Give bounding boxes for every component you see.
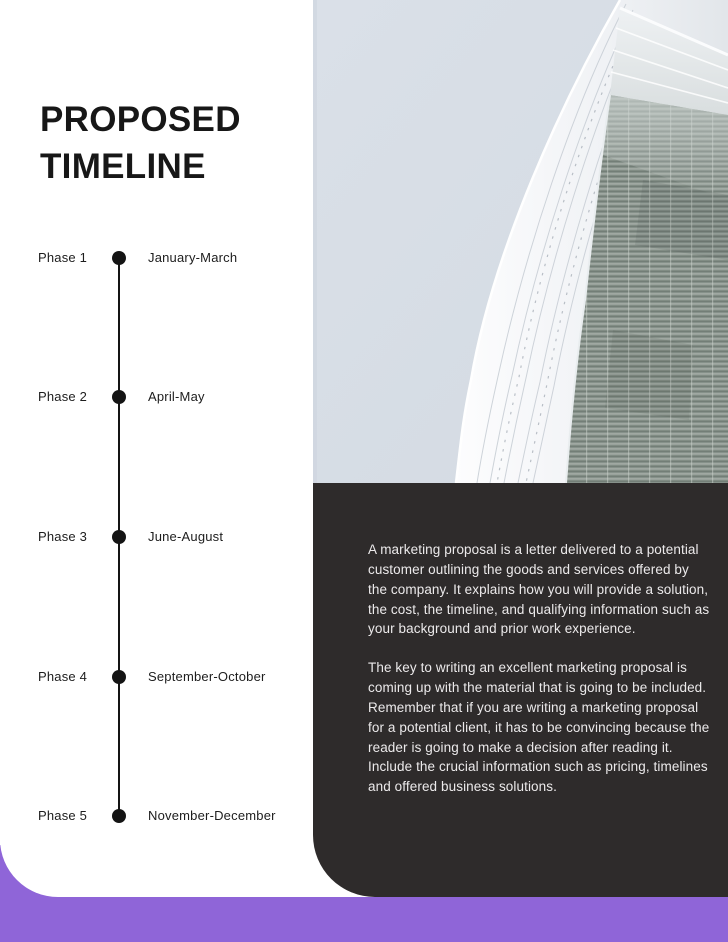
timeline-dot	[112, 809, 126, 823]
timeline-phase-row-5	[0, 806, 313, 826]
page-title-line-2: TIMELINE	[40, 147, 206, 186]
phase-label: Phase 1	[38, 250, 88, 265]
timeline-dot	[112, 251, 126, 265]
skyscraper-illustration	[313, 0, 728, 483]
info-paragraph-2: The key to writing an excellent marketing proposal is coming up with the material that is going to be included. Remember that if you are writing a marketing proposal for a potential client, it has to be convincing because the reader is going to make a decision after reading it. Include the crucial information such as pricing, timelines and offered business solutions.	[368, 660, 710, 795]
timeline-phase-row-4	[0, 667, 313, 687]
timeline-phase-row-2	[0, 387, 313, 407]
timeline	[0, 0, 313, 942]
phase-range: June-August	[148, 529, 224, 544]
timeline-dot	[112, 390, 126, 404]
timeline-phase-row-1	[0, 248, 313, 268]
phase-label: Phase 3	[38, 529, 88, 544]
phase-label: Phase 4	[38, 669, 88, 684]
building-photo	[313, 0, 728, 483]
timeline-dot	[112, 670, 126, 684]
phase-range: April-May	[148, 389, 205, 404]
phase-range: November-December	[148, 808, 276, 823]
phase-range: January-March	[148, 250, 238, 265]
phase-range: September-October	[148, 669, 266, 684]
info-panel	[313, 483, 728, 897]
info-paragraph-1: A marketing proposal is a letter delivered to a potential customer outlining the goods and services offered by the company. It explains how you will provide a solution, the cost, the timeline, and qualifying information such as your background and prior work experience.	[368, 542, 710, 637]
timeline-phase-row-3	[0, 527, 313, 547]
page-title-line-1: PROPOSED	[40, 100, 241, 139]
phase-label: Phase 5	[38, 808, 88, 823]
phase-label: Phase 2	[38, 389, 88, 404]
timeline-dot	[112, 530, 126, 544]
